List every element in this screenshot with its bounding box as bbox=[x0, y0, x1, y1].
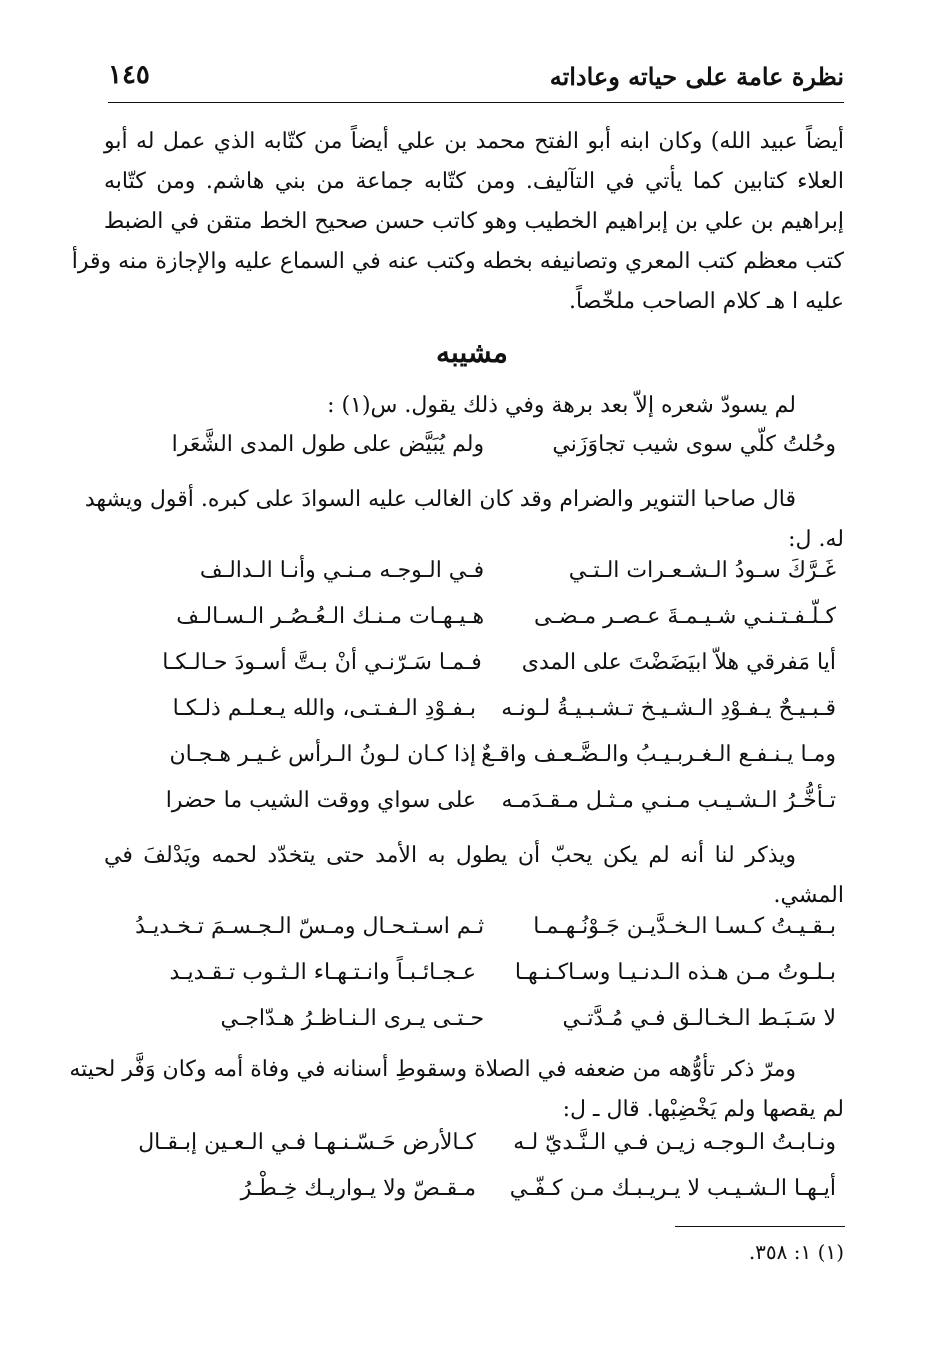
text-line: قال صاحبا التنوير والضرام وقد كان الغالب عليه السوادَ على كبره. أقول ويشهد bbox=[84, 487, 796, 512]
verse-row bbox=[104, 650, 844, 696]
verse-second-hemistich: هـيـهـات مـنـك الـعُـصُـر الـسـالـف bbox=[176, 604, 485, 629]
verse-row bbox=[104, 696, 844, 742]
verse-first-hemistich: غَـرَّكَ سـودُ الـشـعـرات الـتـي bbox=[568, 558, 836, 583]
verse-second-hemistich: كـالأرض حَـسّـنـهـا فـي الـعـين إبـقـال bbox=[138, 1130, 476, 1155]
verse-first-hemistich: أيا مَفرقي هلاّ ابيَضَضْتَ على المدى bbox=[521, 650, 836, 675]
paragraph-2 bbox=[84, 480, 844, 560]
text-line: لم يسودّ شعره إلاّ بعد برهة وفي ذلك يقول. س(١) : bbox=[327, 393, 796, 418]
text-line: العلاء كتابين كما يأتي في التآليف. ومن كتّابه جماعة من بني هاشم. ومن كتّابه bbox=[104, 169, 844, 194]
verse-first-hemistich: كـلّـفـتـنـي شـيـمـةَ عـصـر مـضـى bbox=[534, 604, 836, 629]
paragraph-1 bbox=[104, 386, 844, 426]
verse-second-hemistich: فـي الـوجـه مـنـي وأنـا الـدالـف bbox=[199, 558, 485, 583]
paragraph-3 bbox=[104, 836, 844, 916]
verse-second-hemistich: بـفـوْدِ الـفـتـى، والله يـعـلـم ذلـكـا bbox=[172, 696, 476, 721]
text-line: لم يقصها ولم يَخْضِبْها. قال ـ ل: bbox=[562, 1097, 844, 1122]
footnote: (١) ١: ٣٥٨. bbox=[748, 1240, 844, 1264]
section-heading: مشيبه bbox=[436, 336, 508, 369]
verse-row bbox=[104, 742, 844, 788]
verse-second-hemistich: مـقـصّ ولا يـواريـك خِـطْـرُ bbox=[240, 1176, 476, 1201]
page-number: ١٤٥ bbox=[108, 60, 150, 90]
verse-second-hemistich: ولم يُبَيَّض على طول المدى الشَّعَرا bbox=[171, 432, 485, 457]
verse-second-hemistich: على سواي ووقت الشيب ما حضرا bbox=[165, 788, 476, 813]
text-line: المشي. bbox=[773, 883, 844, 908]
text-line: كتب معظم كتب المعري وتصانيفه بخطه وكتب عنه في السماع عليه والإجازة منه وقرأ bbox=[71, 249, 844, 274]
paragraph-4 bbox=[69, 1050, 844, 1130]
verse-row bbox=[104, 1130, 844, 1176]
verse-block-3 bbox=[104, 914, 844, 1052]
verse-second-hemistich: فـمـا سَـرّنـي أنْ بـتَّ أسـودَ حـالـكـا bbox=[162, 650, 482, 675]
verse-block-1 bbox=[104, 432, 844, 478]
text-line: إبراهيم بن علي بن إبراهيم الخطيب وهو كاتب حسن صحيح الخط متقن في الضبط bbox=[103, 209, 844, 234]
verse-row bbox=[104, 1176, 844, 1222]
text-line: أيضاً عبيد الله) وكان ابنه أبو الفتح محمد بن علي أيضاً من كتّابه الذي عمل له أبو bbox=[104, 129, 844, 154]
verse-block-2 bbox=[104, 558, 844, 834]
verse-first-hemistich: أيـهـا الـشـيـب لا يـريـبـك مـن كـفّـي bbox=[509, 1176, 836, 1201]
text-line: ويذكر لنا أنه لم يكن يحبّ أن يطول به الأمد حتى يتخدّد لحمه ويَدْلفَ في bbox=[104, 843, 796, 868]
verse-first-hemistich: وحُلتُ كلّي سوى شيب تجاوَزَني bbox=[552, 432, 836, 457]
header-rule bbox=[108, 102, 844, 103]
intro-paragraph bbox=[71, 122, 844, 322]
verse-first-hemistich: بـلـوتُ مـن هـذه الـدنـيـا وسـاكـنـهـا bbox=[514, 960, 836, 985]
verse-second-hemistich: إذا كـان لـونُ الـرأس غـيـر هـجـان bbox=[169, 742, 476, 767]
footnote-rule bbox=[675, 1226, 845, 1227]
verse-first-hemistich: لا سَـبَـط الـخـالـق فـي مُـدَّتـي bbox=[562, 1006, 836, 1031]
text-line: له. ل: bbox=[788, 527, 844, 552]
verse-first-hemistich: قـبـيـحٌ يـفـوْدِ الـشـيـخ تـشـبـيـةُ لـونـه bbox=[501, 696, 836, 721]
verse-row bbox=[104, 960, 844, 1006]
text-line: ومرّ ذكر تأوُّهه من ضعفه في الصلاة وسقوطِ أسنانه في وفاة أمه وكان وَفَّر لحيته bbox=[69, 1057, 796, 1082]
verse-row bbox=[104, 432, 844, 478]
verse-first-hemistich: بـقـيـتُ كـسـا الـخـدَّيـن جَـوْنُـهـمـا bbox=[533, 914, 836, 939]
verse-second-hemistich: عـجـائـبـاً وانـتـهـاء الـثـوب تـقـديـد bbox=[169, 960, 476, 985]
verse-first-hemistich: ونـابـتُ الـوجـه زيـن فـي الـنَّـديّ لـه bbox=[513, 1130, 836, 1155]
page-header bbox=[108, 58, 844, 98]
verse-row bbox=[104, 914, 844, 960]
verse-first-hemistich: ومـا يـنـفـع الـغـربـيـبُ والـضَّـعـف واقـعٌ bbox=[481, 742, 836, 767]
text-line: عليه ا هـ كلام الصاحب ملخّصاً. bbox=[568, 289, 844, 314]
verse-row bbox=[104, 604, 844, 650]
verse-block-4 bbox=[104, 1130, 844, 1222]
verse-second-hemistich: ثـم اسـتـحـال ومـسّ الـجـسـمَ تـخـديـدُ bbox=[135, 914, 485, 939]
running-title: نظرة عامة على حياته وعاداته bbox=[549, 62, 844, 91]
verse-row bbox=[104, 788, 844, 834]
verse-row bbox=[104, 558, 844, 604]
verse-row bbox=[104, 1006, 844, 1052]
verse-second-hemistich: حـتـى يـرى الـنـاظـرُ هـدّاجـي bbox=[220, 1006, 485, 1031]
verse-first-hemistich: تـأخُّـرُ الـشـيـب مـنـي مـثـل مـقـدَمـه bbox=[501, 788, 836, 813]
